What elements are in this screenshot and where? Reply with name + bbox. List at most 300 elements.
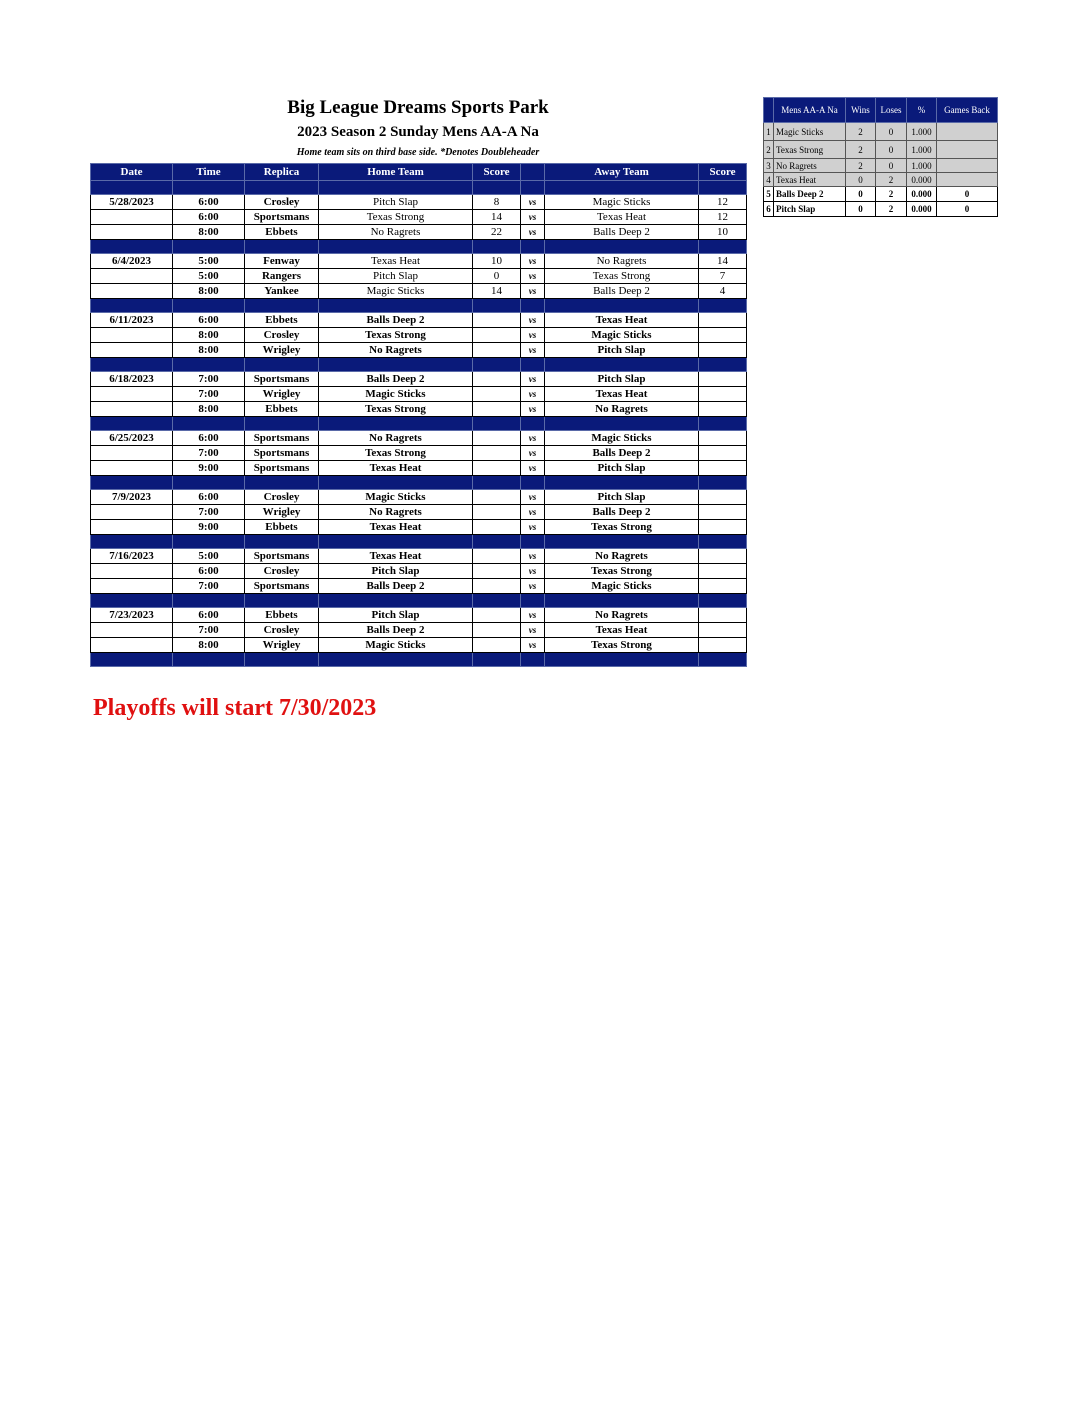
standings-row	[764, 202, 998, 217]
home-team: Balls Deep 2	[319, 579, 473, 594]
game-date: 5/28/2023	[91, 195, 173, 210]
separator-cell	[91, 299, 173, 313]
game-replica: Ebbets	[245, 225, 319, 240]
away-score	[699, 461, 747, 476]
separator-cell	[173, 240, 245, 254]
schedule-body	[91, 181, 747, 667]
standings-games-back: 0	[937, 202, 998, 217]
home-team: Pitch Slap	[319, 195, 473, 210]
standings-loses: 0	[876, 159, 907, 173]
standings-rank: 5	[764, 187, 774, 202]
game-time: 6:00	[173, 431, 245, 446]
home-score: 22	[473, 225, 521, 240]
home-team: No Ragrets	[319, 225, 473, 240]
separator-cell	[521, 535, 545, 549]
away-team: Magic Sticks	[545, 579, 699, 594]
standings-pct: 1.000	[907, 123, 937, 141]
game-date: 6/25/2023	[91, 431, 173, 446]
standings-header-pct: %	[907, 98, 937, 123]
game-date	[91, 446, 173, 461]
home-team: Magic Sticks	[319, 638, 473, 653]
away-score: 4	[699, 284, 747, 299]
game-replica: Ebbets	[245, 313, 319, 328]
game-row	[91, 638, 747, 653]
game-row	[91, 269, 747, 284]
separator-cell	[91, 476, 173, 490]
column-header-away-team: Away Team	[545, 164, 699, 181]
vs-label: vs	[521, 579, 545, 594]
separator-cell	[319, 476, 473, 490]
game-row	[91, 313, 747, 328]
away-team: Texas Strong	[545, 638, 699, 653]
game-replica: Crosley	[245, 195, 319, 210]
game-row	[91, 431, 747, 446]
separator-cell	[545, 358, 699, 372]
column-header-time: Time	[173, 164, 245, 181]
separator-cell	[245, 476, 319, 490]
vs-label: vs	[521, 402, 545, 417]
separator-cell	[173, 299, 245, 313]
schedule-header-row	[91, 164, 747, 181]
separator-cell	[473, 594, 521, 608]
game-time: 7:00	[173, 623, 245, 638]
home-team: No Ragrets	[319, 343, 473, 358]
separator-cell	[91, 594, 173, 608]
week-separator	[91, 299, 747, 313]
vs-label: vs	[521, 431, 545, 446]
game-date	[91, 638, 173, 653]
separator-cell	[521, 240, 545, 254]
vs-label: vs	[521, 549, 545, 564]
standings-row	[764, 187, 998, 202]
away-team: Texas Heat	[545, 387, 699, 402]
game-time: 5:00	[173, 254, 245, 269]
game-row	[91, 402, 747, 417]
vs-label: vs	[521, 638, 545, 653]
home-score: 14	[473, 210, 521, 225]
column-header-replica: Replica	[245, 164, 319, 181]
separator-cell	[473, 535, 521, 549]
standings-loses: 2	[876, 187, 907, 202]
away-team: Magic Sticks	[545, 431, 699, 446]
standings-games-back	[937, 159, 998, 173]
game-replica: Wrigley	[245, 638, 319, 653]
separator-cell	[91, 240, 173, 254]
game-row	[91, 564, 747, 579]
game-replica: Wrigley	[245, 387, 319, 402]
separator-cell	[545, 240, 699, 254]
away-score	[699, 446, 747, 461]
away-score: 12	[699, 195, 747, 210]
standings-team: Pitch Slap	[774, 202, 846, 217]
standings-team: Texas Strong	[774, 141, 846, 159]
week-separator	[91, 240, 747, 254]
home-team: Texas Strong	[319, 328, 473, 343]
game-replica: Crosley	[245, 623, 319, 638]
game-time: 7:00	[173, 387, 245, 402]
separator-cell	[319, 417, 473, 431]
separator-cell	[319, 358, 473, 372]
home-team: Texas Heat	[319, 461, 473, 476]
home-score	[473, 505, 521, 520]
away-score	[699, 623, 747, 638]
game-date: 7/23/2023	[91, 608, 173, 623]
away-team: No Ragrets	[545, 254, 699, 269]
week-separator	[91, 417, 747, 431]
home-team: Balls Deep 2	[319, 313, 473, 328]
game-time: 6:00	[173, 313, 245, 328]
game-replica: Rangers	[245, 269, 319, 284]
vs-label: vs	[521, 608, 545, 623]
home-score	[473, 564, 521, 579]
game-time: 6:00	[173, 195, 245, 210]
game-row	[91, 343, 747, 358]
away-team: Magic Sticks	[545, 195, 699, 210]
game-date	[91, 402, 173, 417]
standings-row	[764, 123, 998, 141]
away-score	[699, 638, 747, 653]
game-row	[91, 328, 747, 343]
week-separator	[91, 181, 747, 195]
home-team: Balls Deep 2	[319, 372, 473, 387]
vs-label: vs	[521, 461, 545, 476]
separator-cell	[521, 417, 545, 431]
away-score	[699, 490, 747, 505]
separator-cell	[473, 358, 521, 372]
home-team: Texas Heat	[319, 520, 473, 535]
game-time: 6:00	[173, 210, 245, 225]
standings-pct: 1.000	[907, 141, 937, 159]
away-score	[699, 343, 747, 358]
game-date	[91, 461, 173, 476]
game-date	[91, 210, 173, 225]
home-score	[473, 387, 521, 402]
game-replica: Crosley	[245, 490, 319, 505]
away-team: Pitch Slap	[545, 490, 699, 505]
game-replica: Sportsmans	[245, 549, 319, 564]
home-score	[473, 372, 521, 387]
separator-cell	[699, 653, 747, 667]
away-score	[699, 328, 747, 343]
separator-cell	[173, 653, 245, 667]
home-score	[473, 520, 521, 535]
separator-cell	[245, 535, 319, 549]
separator-cell	[173, 476, 245, 490]
vs-label: vs	[521, 313, 545, 328]
game-time: 7:00	[173, 505, 245, 520]
standings-wins: 0	[846, 173, 876, 187]
vs-label: vs	[521, 343, 545, 358]
game-replica: Crosley	[245, 564, 319, 579]
separator-cell	[521, 181, 545, 195]
home-score	[473, 461, 521, 476]
week-separator	[91, 653, 747, 667]
away-team: Texas Strong	[545, 269, 699, 284]
home-score	[473, 313, 521, 328]
standings-loses: 0	[876, 141, 907, 159]
separator-cell	[545, 476, 699, 490]
home-score	[473, 623, 521, 638]
separator-cell	[545, 653, 699, 667]
separator-cell	[545, 417, 699, 431]
game-date	[91, 623, 173, 638]
game-time: 7:00	[173, 446, 245, 461]
game-time: 9:00	[173, 520, 245, 535]
separator-cell	[521, 594, 545, 608]
home-score	[473, 549, 521, 564]
separator-cell	[545, 181, 699, 195]
game-date	[91, 564, 173, 579]
game-row	[91, 210, 747, 225]
game-time: 8:00	[173, 638, 245, 653]
home-team: Texas Strong	[319, 210, 473, 225]
home-score	[473, 638, 521, 653]
game-time: 7:00	[173, 372, 245, 387]
separator-cell	[699, 358, 747, 372]
week-separator	[91, 535, 747, 549]
vs-label: vs	[521, 520, 545, 535]
home-score	[473, 446, 521, 461]
away-team: No Ragrets	[545, 608, 699, 623]
standings-pct: 0.000	[907, 173, 937, 187]
game-row	[91, 505, 747, 520]
away-team: Pitch Slap	[545, 461, 699, 476]
game-row	[91, 195, 747, 210]
home-team: Texas Strong	[319, 402, 473, 417]
game-row	[91, 520, 747, 535]
game-replica: Fenway	[245, 254, 319, 269]
vs-label: vs	[521, 387, 545, 402]
separator-cell	[699, 240, 747, 254]
home-score	[473, 579, 521, 594]
home-score	[473, 431, 521, 446]
standings-rank: 3	[764, 159, 774, 173]
vs-label: vs	[521, 446, 545, 461]
separator-cell	[319, 240, 473, 254]
separator-cell	[473, 240, 521, 254]
separator-cell	[699, 476, 747, 490]
standings-pct: 0.000	[907, 187, 937, 202]
vs-label: vs	[521, 372, 545, 387]
separator-cell	[319, 535, 473, 549]
game-date: 6/4/2023	[91, 254, 173, 269]
home-score	[473, 402, 521, 417]
vs-label: vs	[521, 490, 545, 505]
playoffs-notice: Playoffs will start 7/30/2023	[93, 695, 377, 721]
standings-wins: 2	[846, 123, 876, 141]
vs-label: vs	[521, 269, 545, 284]
standings-rank: 4	[764, 173, 774, 187]
separator-cell	[173, 535, 245, 549]
separator-cell	[699, 594, 747, 608]
game-row	[91, 623, 747, 638]
schedule-table	[90, 163, 747, 667]
standings-row	[764, 159, 998, 173]
game-time: 5:00	[173, 549, 245, 564]
separator-cell	[245, 358, 319, 372]
away-score	[699, 431, 747, 446]
standings-loses: 2	[876, 202, 907, 217]
column-header-home-team: Home Team	[319, 164, 473, 181]
game-row	[91, 461, 747, 476]
home-team: Pitch Slap	[319, 269, 473, 284]
week-separator	[91, 594, 747, 608]
page-title: Big League Dreams Sports Park	[287, 97, 549, 118]
standings-games-back	[937, 173, 998, 187]
vs-label: vs	[521, 195, 545, 210]
separator-cell	[173, 181, 245, 195]
standings-team: Magic Sticks	[774, 123, 846, 141]
standings-rank: 2	[764, 141, 774, 159]
home-team: No Ragrets	[319, 505, 473, 520]
separator-cell	[319, 594, 473, 608]
away-score: 10	[699, 225, 747, 240]
away-team: Texas Heat	[545, 623, 699, 638]
standings-wins: 2	[846, 159, 876, 173]
game-time: 8:00	[173, 225, 245, 240]
schedule-note: Home team sits on third base side. *Denotes Doubleheader	[296, 147, 540, 158]
standings-pct: 1.000	[907, 159, 937, 173]
game-date	[91, 269, 173, 284]
game-replica: Yankee	[245, 284, 319, 299]
game-replica: Ebbets	[245, 608, 319, 623]
standings-wins: 0	[846, 187, 876, 202]
away-score: 14	[699, 254, 747, 269]
game-replica: Ebbets	[245, 520, 319, 535]
home-score	[473, 343, 521, 358]
separator-cell	[473, 417, 521, 431]
game-replica: Crosley	[245, 328, 319, 343]
separator-cell	[699, 417, 747, 431]
away-team: Balls Deep 2	[545, 505, 699, 520]
home-team: Balls Deep 2	[319, 623, 473, 638]
game-row	[91, 284, 747, 299]
away-score	[699, 387, 747, 402]
standings-wins: 0	[846, 202, 876, 217]
separator-cell	[245, 181, 319, 195]
game-date	[91, 328, 173, 343]
away-score	[699, 372, 747, 387]
game-replica: Wrigley	[245, 343, 319, 358]
separator-cell	[699, 535, 747, 549]
vs-label: vs	[521, 623, 545, 638]
away-score	[699, 579, 747, 594]
home-score: 10	[473, 254, 521, 269]
away-score: 12	[699, 210, 747, 225]
vs-label: vs	[521, 254, 545, 269]
standings-header-rank	[764, 98, 774, 123]
standings-rank: 1	[764, 123, 774, 141]
away-team: Pitch Slap	[545, 343, 699, 358]
vs-label: vs	[521, 225, 545, 240]
standings-team: No Ragrets	[774, 159, 846, 173]
game-date	[91, 225, 173, 240]
game-replica: Sportsmans	[245, 446, 319, 461]
game-date: 6/18/2023	[91, 372, 173, 387]
game-time: 6:00	[173, 490, 245, 505]
away-team: Texas Strong	[545, 520, 699, 535]
standings-loses: 0	[876, 123, 907, 141]
game-replica: Sportsmans	[245, 210, 319, 225]
home-team: Pitch Slap	[319, 564, 473, 579]
game-time: 8:00	[173, 402, 245, 417]
away-team: Balls Deep 2	[545, 446, 699, 461]
separator-cell	[173, 594, 245, 608]
separator-cell	[245, 653, 319, 667]
separator-cell	[319, 181, 473, 195]
separator-cell	[521, 358, 545, 372]
game-time: 8:00	[173, 284, 245, 299]
away-score	[699, 608, 747, 623]
game-replica: Wrigley	[245, 505, 319, 520]
separator-cell	[173, 417, 245, 431]
game-time: 9:00	[173, 461, 245, 476]
standings-header-games-back: Games Back	[937, 98, 998, 123]
week-separator	[91, 476, 747, 490]
away-score: 7	[699, 269, 747, 284]
separator-cell	[173, 358, 245, 372]
home-team: Texas Heat	[319, 254, 473, 269]
home-team: Magic Sticks	[319, 284, 473, 299]
away-score	[699, 313, 747, 328]
separator-cell	[473, 181, 521, 195]
standings-row	[764, 173, 998, 187]
game-date	[91, 505, 173, 520]
standings-header-wins: Wins	[846, 98, 876, 123]
away-team: Magic Sticks	[545, 328, 699, 343]
standings-loses: 2	[876, 173, 907, 187]
vs-label: vs	[521, 328, 545, 343]
standings-team: Balls Deep 2	[774, 187, 846, 202]
game-replica: Sportsmans	[245, 431, 319, 446]
game-row	[91, 608, 747, 623]
separator-cell	[473, 299, 521, 313]
separator-cell	[91, 181, 173, 195]
game-time: 5:00	[173, 269, 245, 284]
standings-pct: 0.000	[907, 202, 937, 217]
separator-cell	[521, 299, 545, 313]
home-score	[473, 490, 521, 505]
standings-header-row	[764, 98, 998, 123]
away-team: No Ragrets	[545, 549, 699, 564]
game-time: 6:00	[173, 564, 245, 579]
game-row	[91, 387, 747, 402]
standings-games-back: 0	[937, 187, 998, 202]
separator-cell	[245, 417, 319, 431]
game-date: 7/16/2023	[91, 549, 173, 564]
separator-cell	[319, 299, 473, 313]
separator-cell	[319, 653, 473, 667]
separator-cell	[521, 653, 545, 667]
home-team: No Ragrets	[319, 431, 473, 446]
game-date: 6/11/2023	[91, 313, 173, 328]
home-team: Pitch Slap	[319, 608, 473, 623]
away-team: Balls Deep 2	[545, 225, 699, 240]
separator-cell	[521, 476, 545, 490]
standings-row	[764, 141, 998, 159]
game-date	[91, 343, 173, 358]
game-date	[91, 284, 173, 299]
separator-cell	[545, 299, 699, 313]
game-time: 8:00	[173, 328, 245, 343]
game-time: 6:00	[173, 608, 245, 623]
away-score	[699, 564, 747, 579]
game-time: 8:00	[173, 343, 245, 358]
away-team: No Ragrets	[545, 402, 699, 417]
away-score	[699, 505, 747, 520]
home-team: Texas Strong	[319, 446, 473, 461]
separator-cell	[91, 358, 173, 372]
